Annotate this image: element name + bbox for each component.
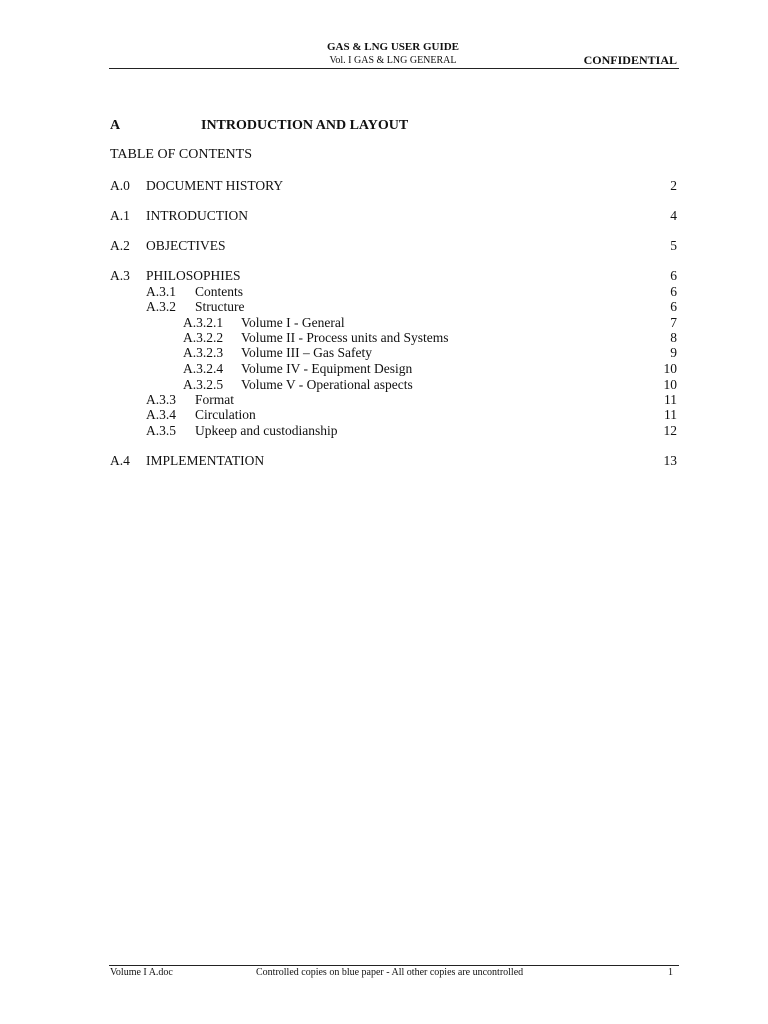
toc-entry-page: 2 (670, 178, 677, 193)
toc-entry-label: OBJECTIVES (146, 238, 226, 253)
toc-entry-a0[interactable] (0, 178, 768, 194)
toc-entry-label: Contents (195, 284, 244, 299)
toc-entry-page: 10 (663, 377, 677, 392)
toc-entry-page: 8 (670, 330, 677, 345)
toc-entry-number: A.3.5 (146, 423, 176, 438)
toc-entry-a3-3[interactable] (0, 392, 768, 408)
toc-entry-page: 6 (670, 284, 677, 299)
footer-filename: Volume I A.doc (110, 967, 173, 978)
footer-notice: Controlled copies on blue paper - All other copies are uncontrolled (256, 967, 524, 978)
header-subtitle: Vol. I GAS & LNG GENERAL (329, 55, 457, 66)
toc-entry-a4[interactable] (0, 453, 768, 469)
toc-entry-label: Upkeep and custodianship (195, 423, 338, 438)
toc-entry-a3-4[interactable] (0, 407, 768, 423)
toc-entry-a3-1[interactable] (0, 284, 768, 300)
section-letter: A (110, 118, 121, 133)
toc-entry-label: Format (195, 392, 234, 407)
toc-entry-label: Volume I - General (241, 315, 345, 330)
toc-entry-page: 6 (670, 268, 677, 283)
toc-entry-a3-2-1[interactable] (0, 315, 768, 331)
toc-entry-page: 11 (664, 407, 677, 422)
toc-entry-label: PHILOSOPHIES (146, 268, 241, 283)
toc-entry-a3-2-2[interactable] (0, 330, 768, 346)
toc-entry-page: 5 (670, 238, 677, 253)
toc-entry-number: A.4 (110, 453, 130, 468)
toc-entry-page: 7 (670, 315, 677, 330)
toc-entry-number: A.3.2.2 (183, 330, 224, 345)
footer-page-number: 1 (668, 967, 673, 978)
header-title: GAS & LNG USER GUIDE (326, 41, 460, 53)
footer-divider (109, 965, 679, 966)
toc-entry-number: A.1 (110, 208, 130, 223)
toc-entry-page: 10 (663, 361, 677, 376)
toc-entry-number: A.3.3 (146, 392, 176, 407)
toc-entry-a3-2[interactable] (0, 299, 768, 315)
header-divider (109, 68, 679, 69)
toc-entry-a3[interactable] (0, 268, 768, 284)
toc-entry-page: 4 (670, 208, 677, 223)
toc-entry-page: 9 (670, 345, 677, 360)
toc-entry-number: A.0 (110, 178, 130, 193)
toc-entry-label: Volume II - Process units and Systems (241, 330, 449, 345)
toc-entry-a3-5[interactable] (0, 423, 768, 439)
toc-entry-page: 13 (663, 453, 677, 468)
toc-entry-label: IMPLEMENTATION (146, 453, 265, 468)
toc-entry-a2[interactable] (0, 238, 768, 254)
toc-entry-number: A.3 (110, 268, 130, 283)
toc-entry-a3-2-4[interactable] (0, 361, 768, 377)
toc-entry-number: A.2 (110, 238, 130, 253)
toc-entry-page: 12 (663, 423, 677, 438)
toc-entry-a1[interactable] (0, 208, 768, 224)
toc-entry-number: A.3.2.3 (183, 345, 224, 360)
toc-entry-number: A.3.2 (146, 299, 176, 314)
toc-entry-number: A.3.2.1 (183, 315, 224, 330)
toc-entry-label: Circulation (195, 407, 256, 422)
confidential-label: CONFIDENTIAL (583, 53, 677, 67)
toc-entry-number: A.3.1 (146, 284, 176, 299)
toc-entry-label: DOCUMENT HISTORY (146, 178, 284, 193)
toc-heading: TABLE OF CONTENTS (110, 147, 252, 162)
toc-entry-label: INTRODUCTION (146, 208, 248, 223)
toc-entry-number: A.3.4 (146, 407, 176, 422)
section-title: INTRODUCTION AND LAYOUT (201, 118, 409, 133)
toc-entry-label: Volume V - Operational aspects (241, 377, 413, 392)
toc-entry-a3-2-5[interactable] (0, 377, 768, 393)
toc-entry-label: Structure (195, 299, 245, 314)
toc-entry-label: Volume III – Gas Safety (241, 345, 372, 360)
toc-entry-a3-2-3[interactable] (0, 345, 768, 361)
toc-entry-label: Volume IV - Equipment Design (241, 361, 413, 376)
toc-entry-number: A.3.2.4 (183, 361, 224, 376)
toc-entry-page: 6 (670, 299, 677, 314)
toc-entry-number: A.3.2.5 (183, 377, 224, 392)
toc-entry-page: 11 (664, 392, 677, 407)
